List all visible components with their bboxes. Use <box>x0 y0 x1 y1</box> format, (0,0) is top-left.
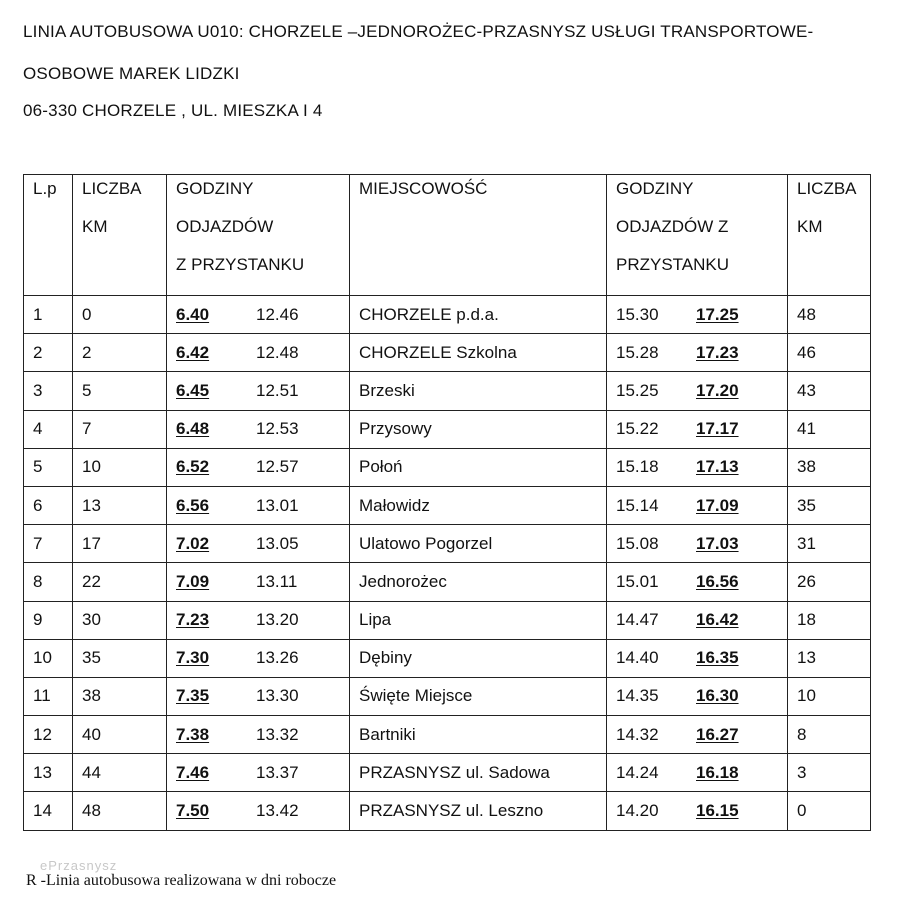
km-cell: 30 <box>73 601 167 639</box>
km-right-cell: 3 <box>788 754 871 792</box>
morning-departure: 6.42 <box>176 342 210 362</box>
table-row <box>24 639 871 677</box>
place-cell: PRZASNYSZ ul. Leszno <box>350 792 607 830</box>
departures-left-cell <box>167 296 350 334</box>
morning-departure: 6.45 <box>176 380 210 400</box>
lp-cell: 3 <box>24 372 73 410</box>
header-text: L.p <box>33 179 57 198</box>
midday-departure: 12.51 <box>256 380 299 400</box>
departures-right-cell <box>607 296 788 334</box>
place-cell: CHORZELE Szkolna <box>350 334 607 372</box>
departures-right-cell <box>607 410 788 448</box>
lp-cell: 1 <box>24 296 73 334</box>
table-row <box>24 296 871 334</box>
departures-left-cell <box>167 754 350 792</box>
km-right-cell: 26 <box>788 563 871 601</box>
lp-cell: 6 <box>24 486 73 524</box>
lp-cell: 4 <box>24 410 73 448</box>
departures-left-cell <box>167 716 350 754</box>
departures-right-cell <box>607 639 788 677</box>
km-cell: 2 <box>73 334 167 372</box>
km-cell: 35 <box>73 639 167 677</box>
midday-departure: 12.53 <box>256 419 299 439</box>
header-km-right <box>788 175 871 296</box>
evening-departure: 17.25 <box>696 304 739 324</box>
place-cell: Święte Miejsce <box>350 677 607 715</box>
departures-right-cell <box>607 448 788 486</box>
evening-departure: 17.13 <box>696 457 739 477</box>
header-text: GODZINY <box>176 179 254 198</box>
lp-cell: 9 <box>24 601 73 639</box>
afternoon-departure: 15.14 <box>616 495 659 515</box>
km-cell: 38 <box>73 677 167 715</box>
header-line-2: OSOBOWE MAREK LIDZKI <box>23 64 240 83</box>
midday-departure: 13.01 <box>256 495 299 515</box>
midday-departure: 13.20 <box>256 610 299 630</box>
departures-left-cell <box>167 563 350 601</box>
km-cell: 44 <box>73 754 167 792</box>
departures-left-cell <box>167 448 350 486</box>
lp-cell: 8 <box>24 563 73 601</box>
km-cell: 22 <box>73 563 167 601</box>
departures-right-cell <box>607 792 788 830</box>
lp-cell: 5 <box>24 448 73 486</box>
departures-left-cell <box>167 601 350 639</box>
midday-departure: 12.46 <box>256 304 299 324</box>
km-cell: 48 <box>73 792 167 830</box>
lp-cell: 11 <box>24 677 73 715</box>
departures-left-cell <box>167 525 350 563</box>
header-text: LICZBA <box>797 179 857 198</box>
evening-departure: 17.20 <box>696 380 739 400</box>
departures-left-cell <box>167 792 350 830</box>
evening-departure: 17.09 <box>696 495 739 515</box>
morning-departure: 7.50 <box>176 801 210 821</box>
km-right-cell: 46 <box>788 334 871 372</box>
table-row <box>24 563 871 601</box>
header-text: LICZBA <box>82 179 142 198</box>
watermark: ePrzasnysz <box>40 858 118 873</box>
place-cell: Brzeski <box>350 372 607 410</box>
lp-cell: 2 <box>24 334 73 372</box>
table-row <box>24 716 871 754</box>
header-text: ODJAZDÓW Z <box>616 217 729 236</box>
lp-cell: 12 <box>24 716 73 754</box>
afternoon-departure: 15.30 <box>616 304 659 324</box>
evening-departure: 16.42 <box>696 610 739 630</box>
morning-departure: 7.02 <box>176 533 210 553</box>
evening-departure: 17.03 <box>696 533 739 553</box>
afternoon-departure: 15.01 <box>616 571 659 591</box>
km-right-cell: 43 <box>788 372 871 410</box>
km-right-cell: 0 <box>788 792 871 830</box>
morning-departure: 7.46 <box>176 762 210 782</box>
midday-departure: 12.57 <box>256 457 299 477</box>
place-cell: Lipa <box>350 601 607 639</box>
table-row <box>24 601 871 639</box>
departures-right-cell <box>607 716 788 754</box>
midday-departure: 12.48 <box>256 342 299 362</box>
km-cell: 10 <box>73 448 167 486</box>
midday-departure: 13.11 <box>256 571 298 591</box>
evening-departure: 17.17 <box>696 419 739 439</box>
departures-right-cell <box>607 563 788 601</box>
km-cell: 7 <box>73 410 167 448</box>
header-km-left <box>73 175 167 296</box>
morning-departure: 7.09 <box>176 571 210 591</box>
morning-departure: 7.35 <box>176 686 210 706</box>
km-right-cell: 8 <box>788 716 871 754</box>
header-text: Z PRZYSTANKU <box>176 255 305 274</box>
departures-left-cell <box>167 639 350 677</box>
midday-departure: 13.37 <box>256 762 299 782</box>
evening-departure: 16.15 <box>696 801 739 821</box>
place-cell: PRZASNYSZ ul. Sadowa <box>350 754 607 792</box>
place-cell: Małowidz <box>350 486 607 524</box>
table-row <box>24 792 871 830</box>
table-row <box>24 486 871 524</box>
header-text: KM <box>82 217 108 236</box>
km-right-cell: 10 <box>788 677 871 715</box>
morning-departure: 7.38 <box>176 724 210 744</box>
footer-note: R -Linia autobusowa realizowana w dni robocze <box>26 872 337 889</box>
evening-departure: 16.30 <box>696 686 739 706</box>
afternoon-departure: 14.40 <box>616 648 659 668</box>
lp-cell: 10 <box>24 639 73 677</box>
departures-left-cell <box>167 334 350 372</box>
evening-departure: 16.35 <box>696 648 739 668</box>
header-text: GODZINY <box>616 179 694 198</box>
table-row <box>24 525 871 563</box>
morning-departure: 6.48 <box>176 419 210 439</box>
afternoon-departure: 14.32 <box>616 724 659 744</box>
header-line-1: LINIA AUTOBUSOWA U010: CHORZELE –JEDNOROŻEC-PRZASNYSZ USŁUGI TRANSPORTOWE- <box>23 22 814 41</box>
departures-left-cell <box>167 410 350 448</box>
morning-departure: 6.52 <box>176 457 210 477</box>
morning-departure: 7.30 <box>176 648 210 668</box>
evening-departure: 16.27 <box>696 724 739 744</box>
afternoon-departure: 14.47 <box>616 610 659 630</box>
morning-departure: 7.23 <box>176 610 210 630</box>
departures-right-cell <box>607 677 788 715</box>
header-text: PRZYSTANKU <box>616 255 730 274</box>
place-cell: Przysowy <box>350 410 607 448</box>
midday-departure: 13.32 <box>256 724 299 744</box>
header-text: MIEJSCOWOŚĆ <box>359 179 488 198</box>
departures-right-cell <box>607 372 788 410</box>
timetable <box>23 174 871 831</box>
evening-departure: 16.18 <box>696 762 739 782</box>
lp-cell: 7 <box>24 525 73 563</box>
place-cell: Bartniki <box>350 716 607 754</box>
km-right-cell: 18 <box>788 601 871 639</box>
morning-departure: 6.40 <box>176 304 210 324</box>
midday-departure: 13.42 <box>256 801 299 821</box>
place-cell: Ulatowo Pogorzel <box>350 525 607 563</box>
header-lp <box>24 175 73 296</box>
afternoon-departure: 15.22 <box>616 419 659 439</box>
table-row <box>24 334 871 372</box>
place-cell: Dębiny <box>350 639 607 677</box>
afternoon-departure: 14.20 <box>616 801 659 821</box>
departures-right-cell <box>607 486 788 524</box>
table-row <box>24 410 871 448</box>
km-right-cell: 38 <box>788 448 871 486</box>
afternoon-departure: 15.28 <box>616 342 659 362</box>
departures-left-cell <box>167 486 350 524</box>
afternoon-departure: 15.25 <box>616 380 659 400</box>
km-cell: 40 <box>73 716 167 754</box>
km-cell: 17 <box>73 525 167 563</box>
morning-departure: 6.56 <box>176 495 210 515</box>
departures-left-cell <box>167 372 350 410</box>
km-cell: 5 <box>73 372 167 410</box>
table-row <box>24 372 871 410</box>
evening-departure: 17.23 <box>696 342 739 362</box>
header-text: KM <box>797 217 823 236</box>
lp-cell: 13 <box>24 754 73 792</box>
evening-departure: 16.56 <box>696 571 739 591</box>
departures-right-cell <box>607 525 788 563</box>
departures-right-cell <box>607 334 788 372</box>
midday-departure: 13.26 <box>256 648 299 668</box>
header-line-3: 06-330 CHORZELE , UL. MIESZKA I 4 <box>23 101 323 120</box>
afternoon-departure: 15.08 <box>616 533 659 553</box>
km-right-cell: 35 <box>788 486 871 524</box>
km-cell: 0 <box>73 296 167 334</box>
departures-left-cell <box>167 677 350 715</box>
lp-cell: 14 <box>24 792 73 830</box>
km-right-cell: 48 <box>788 296 871 334</box>
table-row <box>24 448 871 486</box>
km-right-cell: 41 <box>788 410 871 448</box>
afternoon-departure: 15.18 <box>616 457 659 477</box>
table-row <box>24 754 871 792</box>
afternoon-departure: 14.35 <box>616 686 659 706</box>
place-cell: Połoń <box>350 448 607 486</box>
km-right-cell: 13 <box>788 639 871 677</box>
km-right-cell: 31 <box>788 525 871 563</box>
km-cell: 13 <box>73 486 167 524</box>
midday-departure: 13.05 <box>256 533 299 553</box>
timetable-header-row <box>24 175 871 296</box>
place-cell: Jednorożec <box>350 563 607 601</box>
departures-right-cell <box>607 754 788 792</box>
place-cell: CHORZELE p.d.a. <box>350 296 607 334</box>
afternoon-departure: 14.24 <box>616 762 659 782</box>
header-text: ODJAZDÓW <box>176 217 274 236</box>
header-departures-right <box>607 175 788 296</box>
departures-right-cell <box>607 601 788 639</box>
table-row <box>24 677 871 715</box>
header-place <box>350 175 607 296</box>
header-departures-left <box>167 175 350 296</box>
midday-departure: 13.30 <box>256 686 299 706</box>
